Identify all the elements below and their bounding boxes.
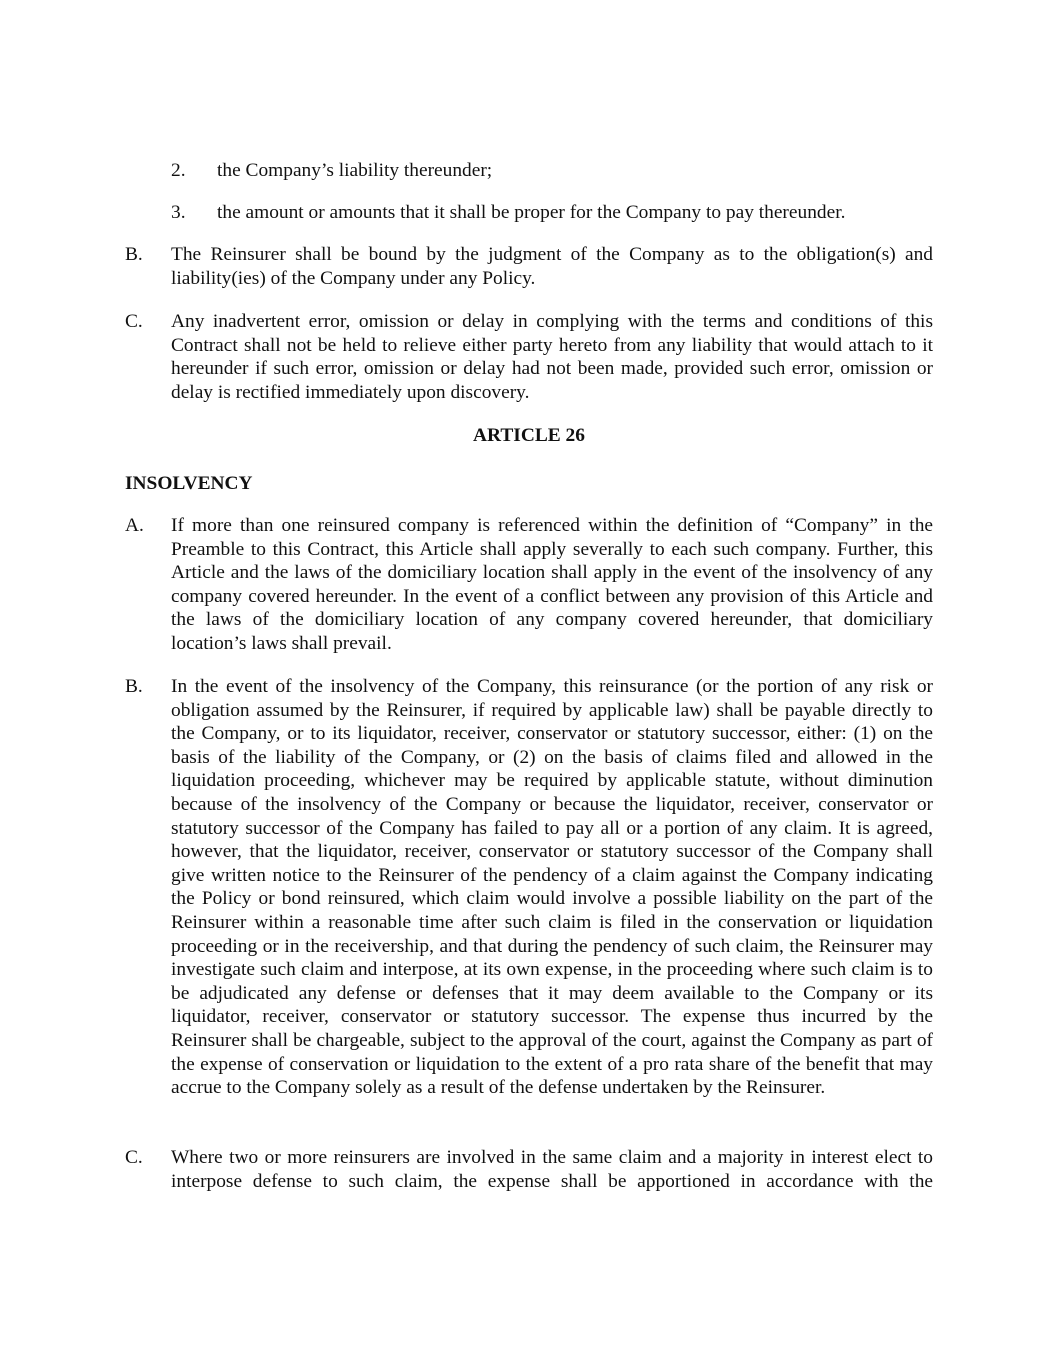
section-marker: A. (125, 515, 144, 536)
article-title: INSOLVENCY (125, 473, 253, 494)
section-marker: C. (125, 1147, 143, 1168)
list-marker: 3. (171, 202, 186, 223)
section-paragraph: Where two or more reinsurers are involved in the same claim and a majority in interest elect to interpose defense to such claim, the expense shall be apportioned in accordance with the (171, 1147, 933, 1192)
section-paragraph: The Reinsurer shall be bound by the judgment of the Company as to the obligation(s) and liability(ies) of the Company under any Policy. (171, 244, 933, 289)
section-paragraph: In the event of the insolvency of the Company, this reinsurance (or the portion of any risk or obligation assumed by the Reinsurer, if required by applicable law) shall be payable directly to the Company, or to its liquidator, receiver, conservator or statutory successor, either: (1) on the basis of the liability of the Company, or (2) on the basis of claims filed and allowed in the liquidation proceeding, whichever may be required by applicable statute, without diminution because of the insolvency of the Company or because the liquidator, receiver, conservator or statutory successor of the Company has failed to pay all or a portion of any claim. It is agreed, however, that the liquidator, receiver, conservator or statutory successor of the Company shall give written notice to the Reinsurer of the pendency of a claim against the Company indicating the Policy or bond reinsured, which claim would involve a possible liability on the part of the Reinsurer within a reasonable time after such claim is filed in the conservation or liquidation proceeding or in the receivership, and that during the pendency of such claim, the Reinsurer may investigate such claim and interpose, at its own expense, in the proceeding where such claim is to be adjudicated any defense or defenses that it may deem available to the Company or its liquidator, receiver, conservator or statutory successor. The expense thus incurred by the Reinsurer shall be chargeable, subject to the approval of the court, against the Company as part of the expense of conservation or liquidation to the extent of a pro rata share of the benefit that may accrue to the Company solely as a result of the defense undertaken by the Reinsurer. (171, 676, 933, 1099)
section-marker: C. (125, 311, 143, 332)
section-paragraph: If more than one reinsured company is referenced within the definition of “Company” in the Preamble to this Contract, this Article shall apply severally to each such company. Further, this Article and the laws of the domiciliary location shall apply in the event of the insolvency of any company covered hereunder. In the event of a conflict between any provision of this Article and the laws of the domiciliary location of any company covered hereunder, that domiciliary location’s laws shall prevail. (171, 515, 933, 654)
section-marker: B. (125, 676, 143, 697)
list-item-text: the Company’s liability thereunder; (217, 160, 493, 181)
section-paragraph: Any inadvertent error, omission or delay in complying with the terms and conditions of this Contract shall not be held to relieve either party hereto from any liability that would attach to it hereunder if such error, omission or delay had not been made, provided such error, omission or delay is rectified immediately upon discovery. (171, 311, 933, 403)
article-heading: ARTICLE 26 (473, 425, 585, 446)
list-item-text: the amount or amounts that it shall be proper for the Company to pay thereunder. (217, 202, 846, 223)
section-marker: B. (125, 244, 143, 265)
list-marker: 2. (171, 160, 186, 181)
